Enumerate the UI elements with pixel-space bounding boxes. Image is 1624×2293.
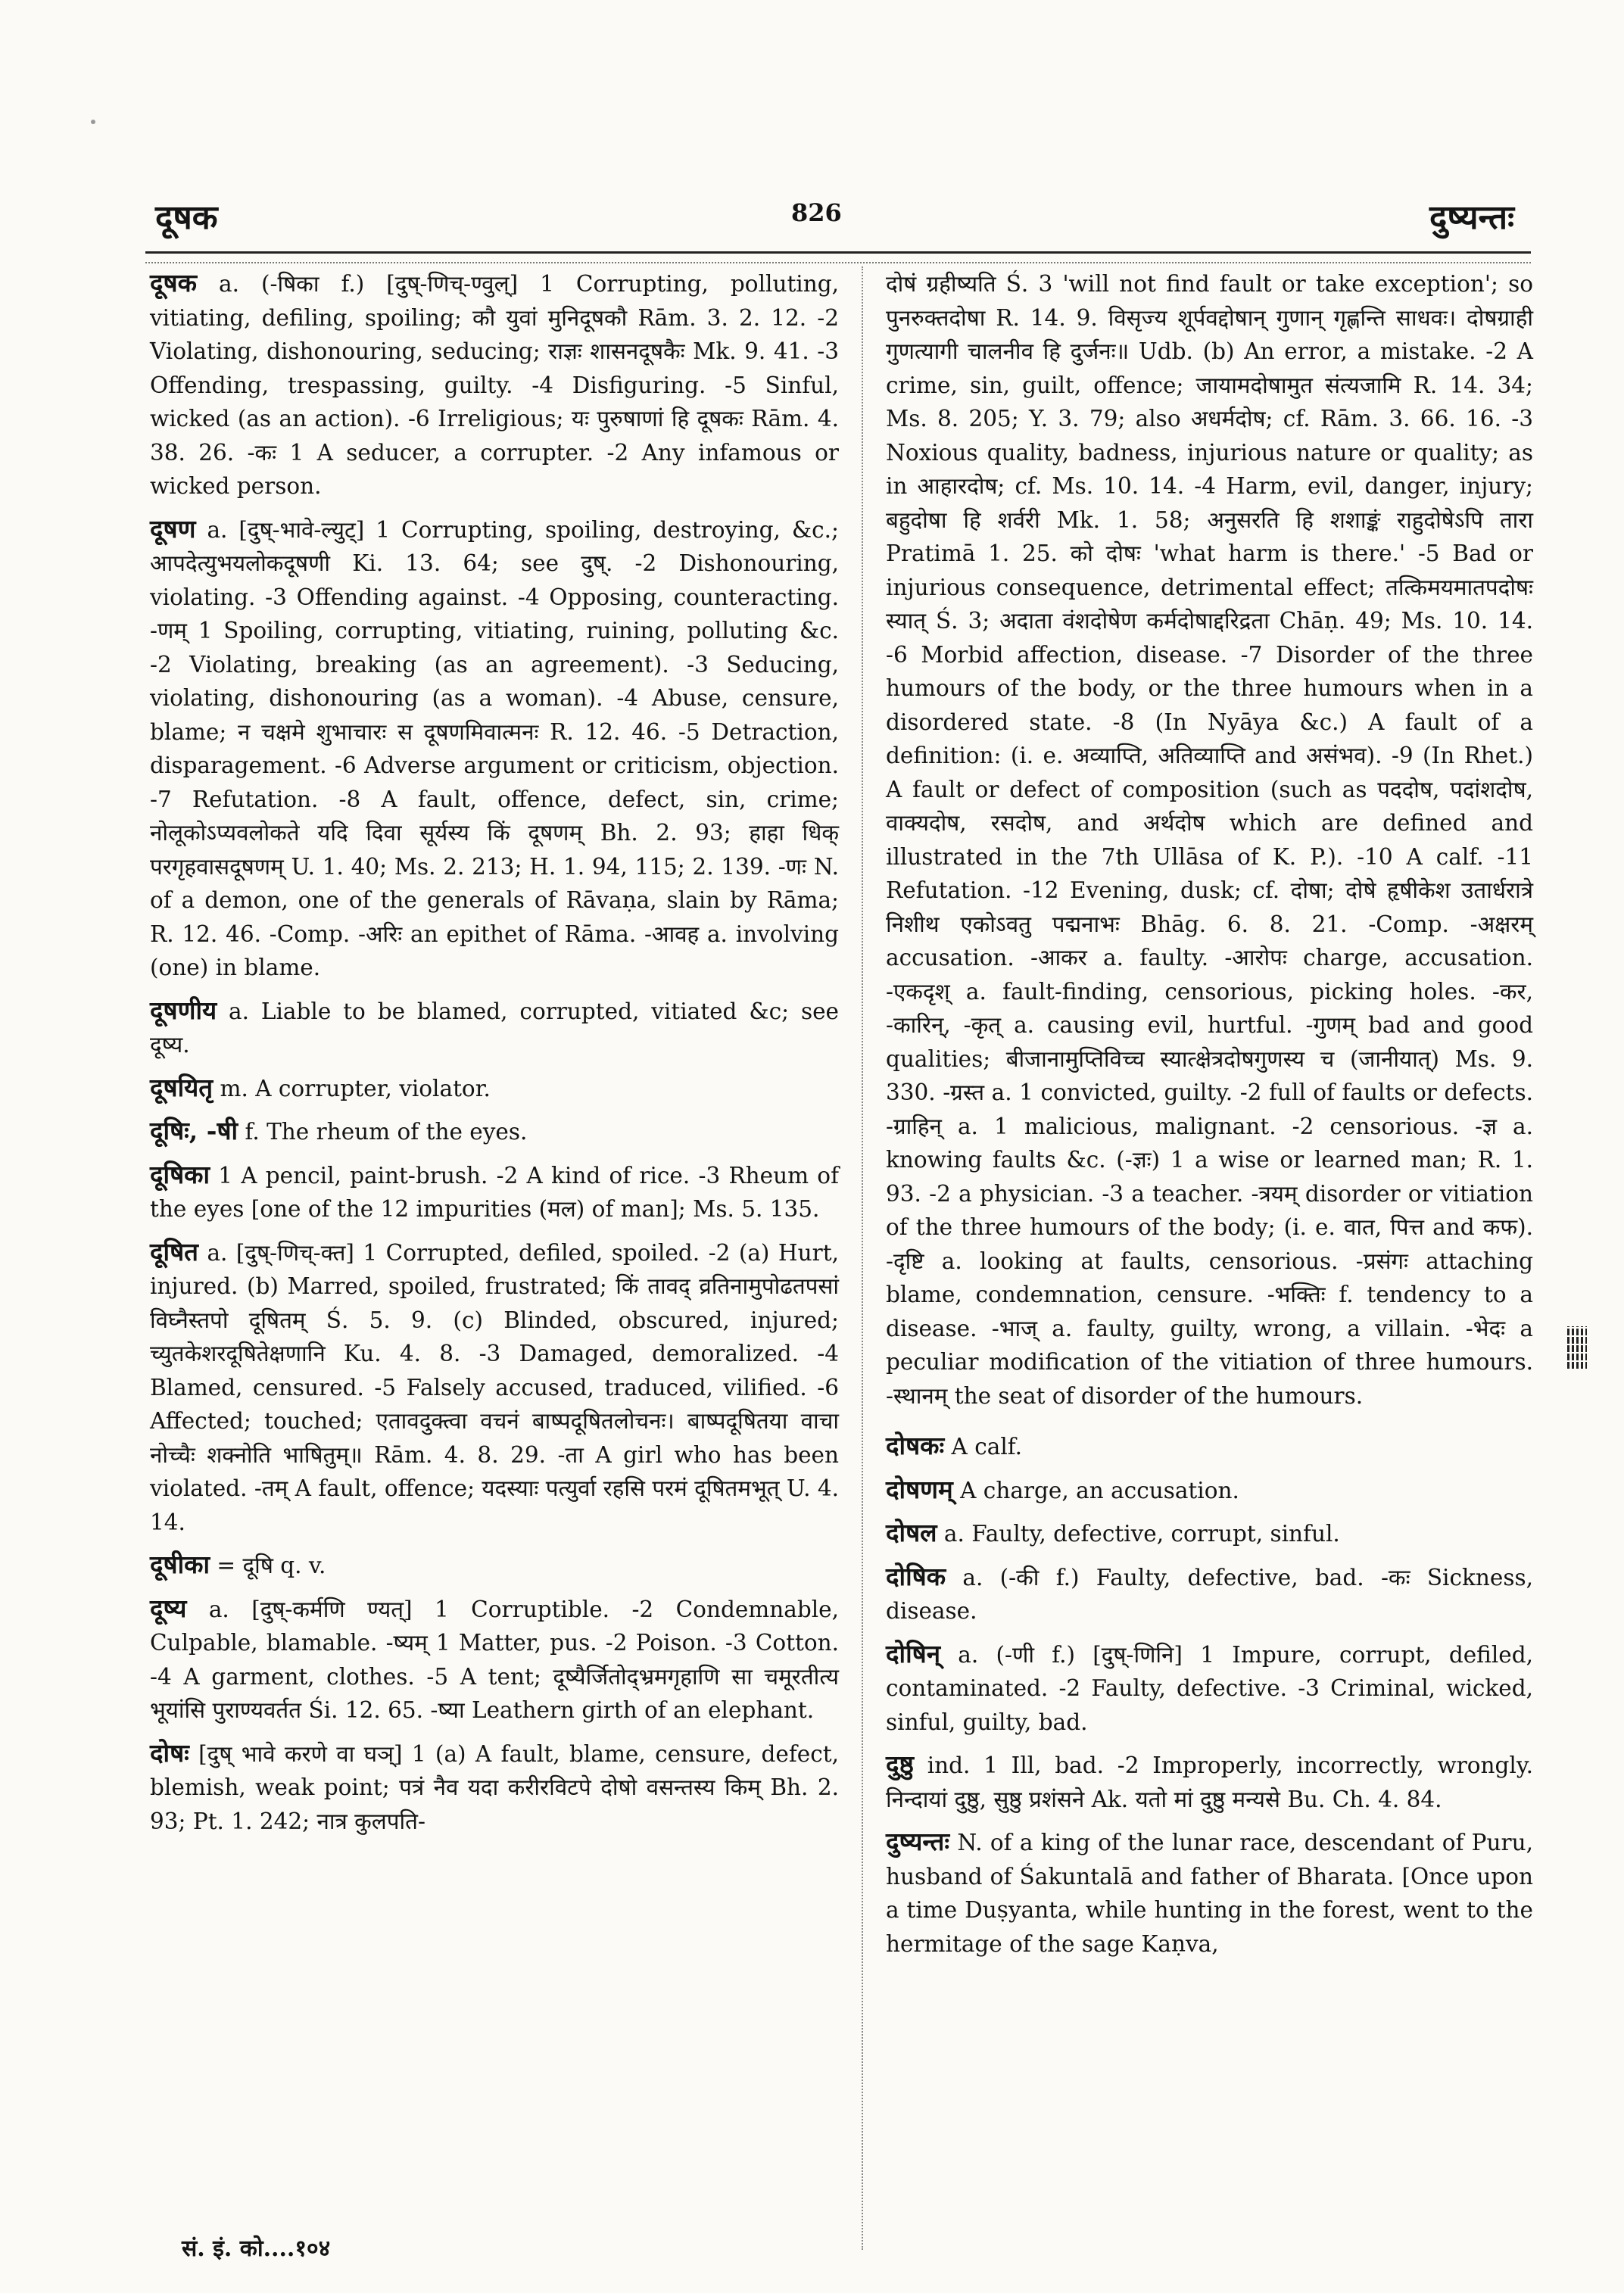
entry-doshin [886, 1637, 1533, 1740]
entry-doshika [886, 1560, 1533, 1628]
headword: दूष्य [150, 1593, 187, 1623]
headword: दुष्ठु [886, 1749, 914, 1779]
binding-edge-mark-overlay [1567, 1326, 1587, 1369]
definition: a. Liable to be blamed, corrupted, vitiated &c; see दूष्य. [150, 998, 839, 1058]
entry-dushika [150, 1158, 839, 1226]
headword: दूषयितृ [150, 1072, 214, 1102]
entry-dushita [150, 1235, 839, 1540]
headword: दोषिक [886, 1561, 946, 1591]
entry-dushyanta [886, 1825, 1533, 1961]
right-column [886, 266, 1533, 1970]
headword: दूषिः, -षी [150, 1116, 238, 1145]
entry-dushi [150, 1114, 839, 1149]
entry-dushaka [150, 266, 839, 503]
definition: ind. 1 Ill, bad. -2 Improperly, incorrectly, wrongly. निन्दायां दुष्ठु, सुष्ठु प्रशंसने Ak. यतो मां दुष्ठु मन्यसे Bu. Ch. 4. 84. [886, 1752, 1533, 1812]
speck-mark [91, 120, 95, 124]
headword: दोषणम् [886, 1474, 953, 1504]
definition: A calf. [944, 1434, 1023, 1460]
definition: a. [दुष्-भावे-ल्युट्] 1 Corrupting, spoiling, destroying, &c.; आपदेत्युभयलोकदूषणी Ki. 13. 64; see दुष्. -2 Dishonouring, violating. -3 Offending against. -4 Opposing, counteracting. -णम् 1 Spoiling, corrupting, vitiating, ruining, polluting &c. -2 Violating, breaking (as an agreement). -3 Seducing, violating, dishonouring (as a woman). -4 Abuse, censure, blame; न चक्षमे शुभाचारः स दूषणमिवात्मनः R. 12. 46. -5 Detraction, disparagement. -6 Adverse argument or criticism, objection. -7 Refutation. -8 A fault, offence, defect, sin, crime; नोलूकोऽप्यवलोकते यदि दिवा सूर्यस्य किं दूषणम् Bh. 2. 93; हाहा धिक् परगृहवासदूषणम् U. 1. 40; Ms. 2. 213; H. 1. 94, 115; 2. 139. -णः N. of a demon, one of the generals of Rāvaṇa, slain by Rāma; R. 12. 46. -Comp. -अरिः an epithet of Rāma. -आवह a. involving (one) in blame. [150, 516, 839, 980]
headword: दोषकः [886, 1431, 945, 1460]
definition: a. [दुष्-कर्मणि ण्यत्] 1 Corruptible. -2 Condemnable, Culpable, blamable. -ष्यम् 1 Matter, pus. -2 Poison. -3 Cotton. -4 A garment, clothes. -5 A tent; दूष्यैर्जितोद्भ्रमगृहाणि सा चमूरतीत्य भूयांसि पुराण्यवर्तत Śi. 12. 65. -ष्या Leathern girth of an elephant. [150, 1596, 839, 1723]
entry-doshana [886, 1473, 1533, 1508]
definition: A charge, an accusation. [952, 1477, 1239, 1503]
definition: a. (-णी f.) [दुष्-णिनि] 1 Impure, corrupt, defiled, contaminated. -2 Faulty, defective. -3 Criminal, wicked, sinful, guilty, bad. [886, 1641, 1533, 1735]
column-divider [862, 266, 863, 2250]
running-head-left: दूषक [155, 198, 218, 237]
entry-dosha-continued [886, 266, 1533, 1413]
left-column [150, 266, 839, 1847]
definition: a. (-षिका f.) [दुष्-णिच्-ण्वुल्] 1 Corrupting, polluting, vitiating, defiling, spoiling; कौ युवां मुनिदूषकौ Rām. 3. 2. 12. -2 Violating, dishonouring, seducing; राज्ञः शासनदूषकैः Mk. 9. 41. -3 Offending, trespassing, guilty. -4 Disfiguring. -5 Sinful, wicked (as an action). -6 Irreligious; यः पुरुषाणां हि दूषकः Rām. 4. 38. 26. -कः 1 A seducer, a corrupter. -2 Any infamous or wicked person. [150, 271, 839, 499]
headword: दूषीका [150, 1550, 210, 1579]
headword: दूषिका [150, 1159, 210, 1189]
definition: [दुष् भावे करणे वा घञ्] 1 (a) A fault, blame, censure, defect, blemish, weak point; पत्रं नैव यदा करीरविटपे दोषो वसन्तस्य किम् Bh. 2. 93; Pt. 1. 242; नात्र कुलपति- [150, 1740, 839, 1834]
entry-dushayitri [150, 1071, 839, 1106]
headword: दूषित [150, 1236, 198, 1266]
definition: f. The rheum of the eyes. [238, 1119, 528, 1145]
headword: दुष्यन्तः [886, 1827, 950, 1856]
entry-dushthu [886, 1748, 1533, 1816]
entry-dushaniya [150, 994, 839, 1062]
headword: दूषण [150, 513, 196, 544]
definition: m. A corrupter, violator. [213, 1075, 491, 1101]
headword: दूषक [150, 268, 197, 298]
entry-dosha [150, 1737, 839, 1839]
header-rule [145, 251, 1531, 254]
page-number: 826 [791, 198, 842, 227]
entry-dushya [150, 1592, 839, 1728]
entry-dushika-2 [150, 1548, 839, 1583]
definition: दोषं ग्रहीष्यति Ś. 3 'will not find fault or take exception'; so पुनरुक्तदोषा R. 14. 9. विसृज्य शूर्पवद्दोषान् गुणान् गृह्णन्ति साधवः। दोषग्राही गुणत्यागी चालनीव हि दुर्जनः॥ Udb. (b) An error, a mistake. -2 A crime, sin, guilt, offence; जायामदोषामुत संत्यजामि R. 14. 34; Ms. 8. 205; Y. 3. 79; also अधर्मदोष; cf. Rām. 3. 66. 16. -3 Noxious quality, badness, injurious nature or quality; as in आहारदोष; cf. Ms. 10. 14. -4 Harm, evil, danger, injury; बहुदोषा हि शर्वरी Mk. 1. 58; अनुसरति हि शशाङ्कं राहुदोषेऽपि तारा Pratimā 1. 25. को दोषः 'what harm is there.' -5 Bad or injurious consequence, detrimental effect; तत्किमयमातपदोषः स्यात् Ś. 3; अदाता वंशदोषेण कर्मदोषाद्दरिद्रता Chāṇ. 49; Ms. 10. 14. -6 Morbid affection, disease. -7 Disorder of the three humours of the body, or the three humours when in a disordered state. -8 (In Nyāya &c.) A fault of a definition: (i. e. अव्याप्ति, अतिव्याप्ति and असंभव). -9 (In Rhet.) A fault or defect of composition (such as पददोष, पदांशदोष, वाक्यदोष, रसदोष, and अर्थदोष which are defined and illustrated in the 7th Ullāsa of K. P.). -10 A calf. -11 Refutation. -12 Evening, dusk; cf. दोषा; दोषे हृषीकेश उतार्धरात्रे निशीथ एकोऽवतु पद्मनाभः Bhāg. 6. 8. 21. -Comp. -अक्षरम् accusation. -आकर a. faulty. -आरोपः charge, accusation. -एकदृश् a. fault-finding, censorious, picking holes. -कर, -कारिन्, -कृत् a. causing evil, hurtful. -गुणम् bad and good qualities; बीजानामुप्तिविच्च स्यात्क्षेत्रदोषगुणस्य च (जानीयात्) Ms. 9. 330. -ग्रस्त a. 1 convicted, guilty. -2 full of faults or defects. -ग्राहिन् a. 1 malicious, malignant. -2 censorious. -ज्ञ a. knowing faults &c. (-ज्ञः) 1 a wise or learned man; R. 1. 93. -2 a physician. -3 a teacher. -त्रयम् disorder or vitiation of the three humours of the body; (i. e. वात, पित्त and कफ). -दृष्टि a. looking at faults, censorious. -प्रसंगः attaching blame, condemnation, censure. -भक्तिः f. tendency to a disease. -भाज् a. faulty, guilty, wrong, a villain. -भेदः a peculiar modification of the vitiation of three humours. -स्थानम् the seat of disorder of the humours. [886, 271, 1533, 1409]
entry-doshaka [886, 1429, 1533, 1464]
signature-mark: सं. इं. को....१०४ [182, 2235, 331, 2262]
entry-dushana [150, 512, 839, 985]
headword: दोषल [886, 1518, 937, 1547]
definition: 1 A pencil, paint-brush. -2 A kind of rice. -3 Rheum of the eyes [one of the 12 impurities (मल) of man]; Ms. 5. 135. [150, 1162, 839, 1222]
running-head-right: दुष्यन्तः [1429, 198, 1514, 237]
entry-doshala [886, 1516, 1533, 1551]
definition: a. [दुष्-णिच्-क्त] 1 Corrupted, defiled, spoiled. -2 (a) Hurt, injured. (b) Marred, spoiled, frustrated; किं तावद् व्रतिनामुपोढतपसां विघ्नैस्तपो दूषितम् Ś. 5. 9. (c) Blinded, obscured, injured; च्युतकेशरदूषितेक्षणानि Ku. 4. 8. -3 Damaged, demoralized. -4 Blamed, censured. -5 Falsely accused, traduced, vilified. -6 Affected; touched; एतावदुक्त्वा वचनं बाष्पदूषितलोचनः। बाष्पदूषितया वाचा नोच्चैः शक्नोति भाषितुम्॥ Rām. 4. 8. 29. -ता A girl who has been violated. -तम् A fault, offence; यदस्याः पत्युर्वा रहसि परमं दूषितमभूत् U. 4. 14. [150, 1239, 839, 1535]
headword: दूषणीय [150, 995, 217, 1025]
header-dotted-rule [145, 262, 1531, 263]
headword: दोषः [150, 1737, 189, 1768]
definition: = दूषि q. v. [210, 1553, 326, 1578]
headword: दोषिन् [886, 1638, 941, 1668]
definition: a. Faulty, defective, corrupt, sinful. [937, 1521, 1340, 1547]
definition: N. of a king of the lunar race, descendant of Puru, husband of Śakuntalā and father of Bharata. [Once upon a time Duṣyanta, while hunting in the forest, went to the hermitage of the sage Kaṇva, [886, 1830, 1533, 1957]
definition: a. (-की f.) Faulty, defective, bad. -कः Sickness, disease. [886, 1564, 1533, 1624]
